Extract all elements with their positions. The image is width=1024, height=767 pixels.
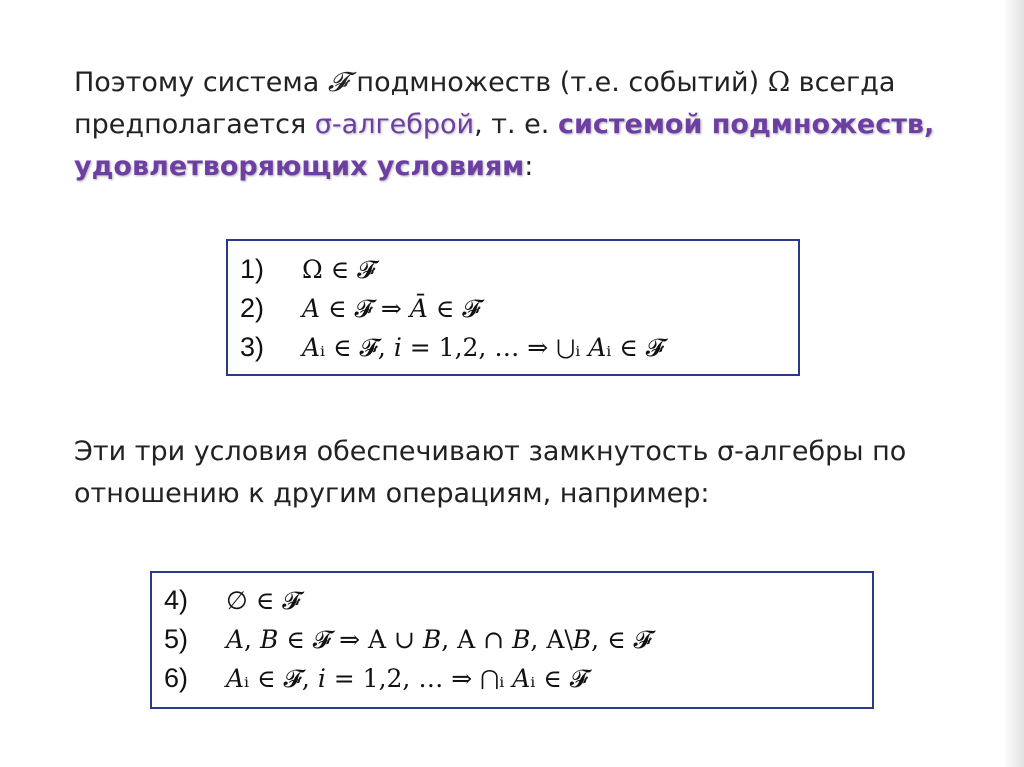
consequence-row bbox=[164, 580, 301, 620]
consequence-number: 4) bbox=[164, 585, 189, 615]
symbol-F: 𝓕 bbox=[327, 67, 348, 98]
intro-text-b: подмножеств (т.е. событий) bbox=[347, 67, 768, 98]
closure-paragraph: Эти три условия обеспечивают замкнутость σ-алгебры по отношению к другим операциям, например: bbox=[74, 436, 907, 509]
intro-text-d: , т. е. bbox=[474, 109, 558, 140]
intro-text-e: : bbox=[524, 151, 534, 182]
consequence-formula: 𝐴, 𝐵 ∈ 𝓕 ⇒ A ∪ 𝐵, A ∩ 𝐵, A\𝐵, ∈ 𝓕 bbox=[226, 625, 652, 654]
axiom-row bbox=[240, 288, 481, 328]
intro-text-c: всегда предполагается bbox=[74, 67, 896, 140]
symbol-omega: Ω bbox=[767, 67, 791, 98]
intro-paragraph bbox=[74, 62, 954, 188]
axiom-formula: Ω ∈ 𝓕 bbox=[302, 255, 376, 284]
axiom-row bbox=[240, 249, 376, 289]
axiom-number: 1) bbox=[240, 254, 265, 284]
consequence-row bbox=[164, 619, 652, 659]
axiom-number: 3) bbox=[240, 332, 265, 362]
axiom-formula: 𝐴 ∈ 𝓕 ⇒ 𝐴̄ ∈ 𝓕 bbox=[302, 294, 481, 323]
intro-text-a: Поэтому система bbox=[74, 67, 328, 98]
consequence-number: 5) bbox=[164, 624, 189, 654]
slide-edge-shadow bbox=[1004, 0, 1024, 767]
system-subsets-highlight: системой подмножеств, удовлетворяющих условиям bbox=[74, 109, 935, 182]
consequence-formula: 𝐴ᵢ ∈ 𝓕, 𝑖 = 1,2, … ⇒ ⋂ᵢ 𝐴ᵢ ∈ 𝓕 bbox=[226, 664, 589, 693]
axiom-row bbox=[240, 327, 664, 367]
consequence-row bbox=[164, 658, 588, 698]
consequences-box bbox=[150, 571, 874, 709]
consequence-formula: ∅ ∈ 𝓕 bbox=[226, 586, 301, 615]
axioms-box bbox=[226, 239, 800, 376]
axiom-number: 2) bbox=[240, 293, 265, 323]
consequence-number: 6) bbox=[164, 663, 189, 693]
axiom-formula: 𝐴ᵢ ∈ 𝓕, 𝑖 = 1,2, … ⇒ ⋃ᵢ 𝐴ᵢ ∈ 𝓕 bbox=[302, 333, 665, 362]
sigma-algebra-highlight: σ-алгеброй bbox=[314, 109, 475, 140]
